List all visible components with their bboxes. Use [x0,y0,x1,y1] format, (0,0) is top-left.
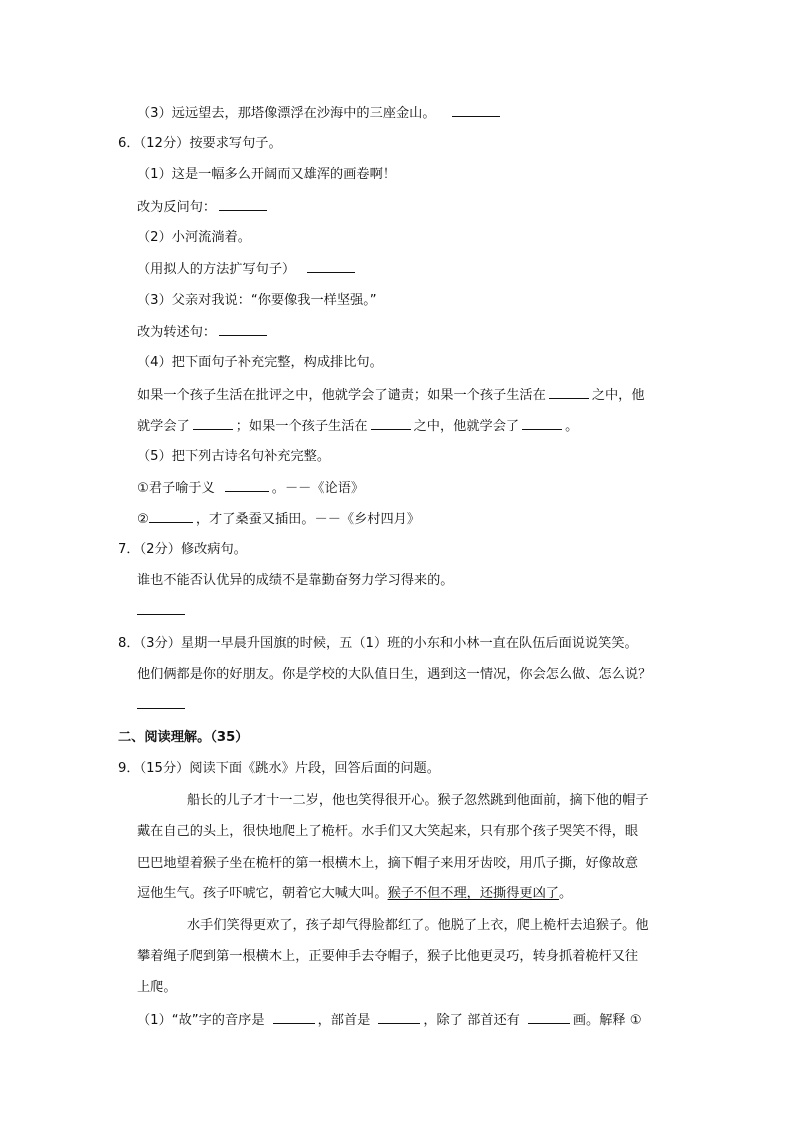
q6-s4-line2 [137,417,578,436]
passage-text: 巴巴地望着猴子坐在桅杆的第一根横木上，摘下帽子来用牙齿咬，用爪子撕，好像故意 [137,856,639,871]
section2-title [118,729,248,747]
q6-s1-instruction [137,198,270,217]
q9-sub1-a: （1）“故”字的音序是 [137,1013,265,1028]
underlined-sentence: 猴子不但不理，还撕得更凶了 [387,886,559,901]
answer-blank[interactable] [273,1011,315,1024]
answer-blank[interactable] [219,323,267,336]
q6-s4 [137,354,383,372]
answer-blank[interactable] [193,417,233,430]
q6-s4-part-b: 之中，他 [591,388,645,403]
q6-s5 [137,448,330,466]
q6-s4-part-d: ；如果一个孩子生活在 [235,419,368,434]
passage-text: 上爬。 [137,980,177,995]
answer-blank[interactable] [371,417,411,430]
answer-blank[interactable] [378,1011,420,1024]
q6-s4-line1 [137,386,645,405]
q6-s4-part-e: 之中，他就学会了 [413,419,520,434]
answer-blank[interactable] [522,417,562,430]
passage-p2-line1 [187,917,649,935]
passage-text: 。 [559,886,573,901]
answer-blank[interactable] [219,198,267,211]
q9-sub1 [137,1011,642,1030]
passage-text: 逗他生气。孩子吓唬它，朝着它大喊大叫。 [137,886,388,901]
passage-text: 船长的儿子才十一二岁，他也笑得很开心。猴子忽然跳到他面前，摘下他的帽子 [187,793,649,808]
q6-s3-instruction-text: 改为转述句： [137,325,217,340]
answer-blank[interactable] [549,386,589,399]
passage-p1-line4 [137,885,572,903]
q7-header [118,541,247,559]
q9-header-text: 9．（15分）阅读下面《跳水》片段，回答后面的问题。 [118,761,440,776]
q8-line2-text: 他们俩都是你的好朋友。你是学校的大队值日生，遇到这一情况，你会怎么做、怎么说？ [137,667,652,682]
answer-blank[interactable] [137,696,185,709]
answer-blank[interactable] [307,260,355,273]
q6-s3-instruction [137,323,270,342]
q6-s3-text: （3）父亲对我说：“你要像我一样坚强。” [137,293,377,308]
q7-sentence [137,572,454,590]
q9-sub1-c: ，除了 部首还有 [423,1013,520,1028]
q7-sentence-text: 谁也不能否认优异的成绩不是靠勤奋努力学习得来的。 [137,573,454,588]
q8-line1-text: 8．（3分）星期一早晨升国旗的时候，五（1）班的小东和小林一直在队伍后面说说笑笑。 [118,636,638,651]
q9-header [118,760,440,778]
passage-p2-line3 [137,979,177,997]
q6-s2-instruction [137,260,358,279]
answer-blank[interactable] [528,1011,570,1024]
q6-s4-part-c: 就学会了 [137,419,190,434]
q6-s1-text: （1）这是一幅多么开阔而又雄浑的画卷啊！ [137,167,396,182]
q7-header-text: 7．（2分）修改病句。 [118,542,247,557]
passage-p1-line2 [137,823,638,841]
q7-answer [137,602,185,621]
q5-item3 [137,104,503,123]
q5-item3-text: （3）远远望去，那塔像漂浮在沙海中的三座金山。 [137,106,436,121]
q8-line1 [118,635,638,653]
q6-poem2-a: ② [137,512,149,527]
q8-line2 [137,666,651,684]
q6-poem2 [137,510,420,529]
answer-blank[interactable] [225,479,269,492]
q6-s4-part-a: 如果一个孩子生活在批评之中，他就学会了谴责；如果一个孩子生活在 [137,388,546,403]
passage-text: 戴在自己的头上，很快地爬上了桅杆。水手们又大笑起来，只有那个孩子哭笑不得，眼 [137,824,639,839]
q6-poem1-a: ①君子喻于义 [137,481,215,496]
q6-poem1-b: 。－－《论语》 [271,481,365,496]
q6-poem2-b: ，才了桑蚕又插田。－－《乡村四月》 [195,512,421,527]
answer-blank[interactable] [149,510,193,523]
passage-p1-line3 [137,855,638,873]
q6-s2-text: （2）小河流淌着。 [137,230,251,245]
q6-s4-part-f: 。 [565,419,579,434]
q6-header-text: 6．（12分）按要求写句子。 [118,136,282,151]
section2-title-text: 二、阅读理解。（35） [118,730,249,745]
passage-text: 水手们笑得更欢了，孩子却气得脸都红了。他脱了上衣，爬上桅杆去追猴子。他 [187,918,649,933]
q6-s2 [137,229,251,247]
q6-s3 [137,292,377,310]
passage-p1-line1 [187,792,649,810]
q6-s1-instruction-text: 改为反问句： [137,200,217,215]
q6-s2-instruction-text: （用拟人的方法扩写句子） [137,262,296,277]
q6-s4-text: （4）把下面句子补充完整，构成排比句。 [137,355,383,370]
q6-poem1 [137,479,364,498]
q6-s1 [137,166,396,184]
answer-blank[interactable] [452,104,500,117]
q8-answer [137,696,185,715]
answer-blank[interactable] [137,602,185,615]
passage-p2-line2 [137,948,638,966]
q6-s5-text: （5）把下列古诗名句补充完整。 [137,449,331,464]
q9-sub1-d: 画。解释 ① [572,1013,642,1028]
passage-text: 攀着绳子爬到第一根横木上，正要伸手去夺帽子，猴子比他更灵巧，转身抓着桅杆又往 [137,949,639,964]
q9-sub1-b: ，部首是 [317,1013,371,1028]
q6-header [118,135,282,153]
